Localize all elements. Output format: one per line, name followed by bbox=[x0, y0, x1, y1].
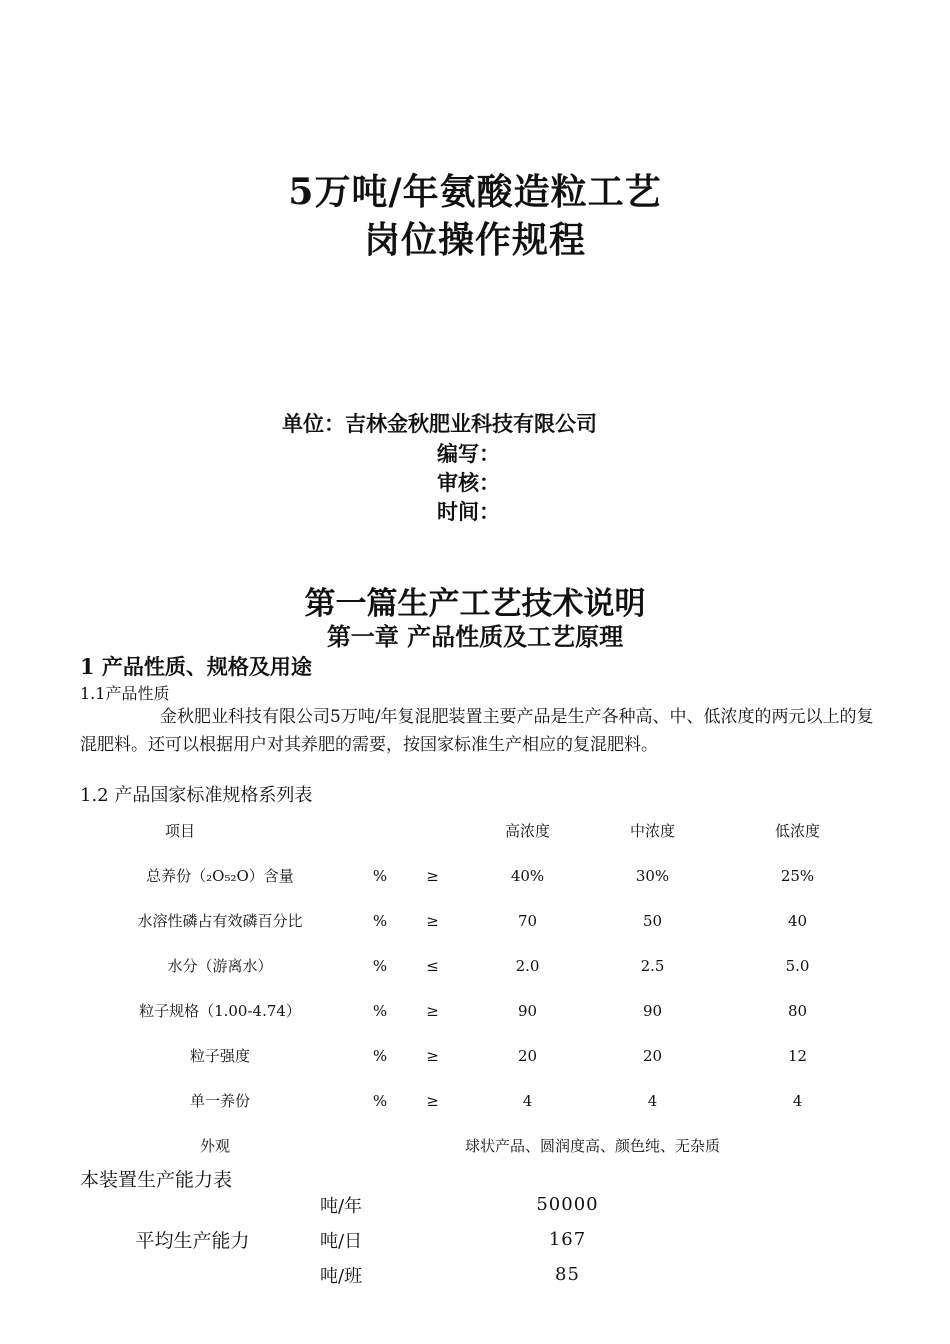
spec-row bbox=[80, 853, 880, 898]
spec-op: ≥ bbox=[426, 911, 439, 930]
spec-row bbox=[80, 1033, 880, 1078]
spec-low: 80 bbox=[787, 1001, 808, 1020]
spec-row bbox=[80, 898, 880, 943]
spec-high: 4 bbox=[522, 1091, 533, 1110]
spec-mid: 50 bbox=[642, 911, 663, 930]
header-low: 低浓度 bbox=[774, 822, 820, 840]
spec-high: 70 bbox=[517, 911, 538, 930]
reviewer-line: 审核： bbox=[437, 470, 500, 495]
spec-row bbox=[80, 943, 880, 988]
spec-unit: % bbox=[372, 1046, 388, 1065]
doc-title-line1: 5万吨/年氨酸造粒工艺 bbox=[288, 171, 662, 213]
spec-mid: 4 bbox=[647, 1091, 658, 1110]
spec-high: 20 bbox=[517, 1046, 538, 1065]
product-nature-paragraph: 金秋肥业科技有限公司5万吨/年复混肥装置主要产品是生产各种高、中、低浓度的两元以上的复混肥料。还可以根据用户对其养肥的需要，按国家标准生产相应的复混肥料。 bbox=[80, 707, 874, 755]
capacity-table-label: 本装置生产能力表 bbox=[80, 1169, 233, 1191]
spec-header-row bbox=[80, 808, 880, 853]
spec-low: 25% bbox=[780, 866, 815, 885]
spec-item: 粒子强度 bbox=[189, 1047, 250, 1065]
spec-unit: % bbox=[372, 1091, 388, 1110]
header-item: 项目 bbox=[164, 822, 195, 840]
spec-high: 90 bbox=[517, 1001, 538, 1020]
appearance-value: 球状产品、圆润度高、颜色纯、无杂质 bbox=[464, 1137, 720, 1155]
spec-item: 粒子规格（1.00-4.74） bbox=[139, 1002, 301, 1020]
spec-unit: % bbox=[372, 866, 388, 885]
date-line: 时间： bbox=[437, 499, 500, 524]
spec-row bbox=[80, 1078, 880, 1123]
section-heading: 1 产品性质、规格及用途 bbox=[80, 654, 312, 679]
spec-mid: 30% bbox=[635, 866, 670, 885]
capacity-row-label: 平均生产能力 bbox=[135, 1230, 250, 1252]
spec-low: 40 bbox=[787, 911, 808, 930]
spec-item: 水分（游离水） bbox=[167, 957, 273, 975]
header-high: 高浓度 bbox=[504, 822, 550, 840]
spec-unit: % bbox=[372, 1001, 388, 1020]
spec-op: ≥ bbox=[426, 1001, 439, 1020]
spec-op: ≥ bbox=[426, 1046, 439, 1065]
subsection-heading-1-2: 1.2 产品国家标准规格系列表 bbox=[80, 785, 313, 806]
spec-high: 40% bbox=[510, 866, 545, 885]
spec-low: 4 bbox=[792, 1091, 803, 1110]
header-mid: 中浓度 bbox=[629, 822, 675, 840]
capacity-unit: 吨/年 bbox=[320, 1195, 363, 1217]
doc-title-line2: 岗位操作规程 bbox=[363, 219, 586, 261]
spec-mid: 2.5 bbox=[640, 956, 665, 975]
spec-table bbox=[80, 808, 880, 1168]
spec-op: ≤ bbox=[426, 956, 439, 975]
spec-item: 单一养份 bbox=[189, 1092, 250, 1110]
appearance-label: 外观 bbox=[199, 1137, 230, 1155]
capacity-value: 50000 bbox=[536, 1194, 599, 1215]
capacity-value: 167 bbox=[548, 1229, 587, 1250]
header-unit bbox=[360, 808, 400, 853]
spec-op: ≥ bbox=[426, 866, 439, 885]
spec-low: 12 bbox=[787, 1046, 808, 1065]
spec-unit: % bbox=[372, 911, 388, 930]
part-title: 第一篇生产工艺技术说明 bbox=[304, 586, 646, 622]
author-line: 编写： bbox=[437, 441, 500, 466]
capacity-value: 85 bbox=[555, 1264, 580, 1285]
spec-item: 水溶性磷占有效磷百分比 bbox=[137, 912, 303, 930]
unit-line: 单位：吉林金秋肥业科技有限公司 bbox=[282, 411, 597, 436]
header-op bbox=[400, 808, 465, 853]
capacity-unit: 吨/班 bbox=[320, 1265, 363, 1287]
spec-op: ≥ bbox=[426, 1091, 439, 1110]
spec-item: 总养份（₂O₅₂O）含量 bbox=[146, 867, 294, 885]
spec-row bbox=[80, 988, 880, 1033]
capacity-table bbox=[80, 1187, 680, 1292]
capacity-row bbox=[80, 1187, 680, 1222]
spec-mid: 20 bbox=[642, 1046, 663, 1065]
capacity-unit: 吨/日 bbox=[320, 1230, 363, 1252]
spec-mid: 90 bbox=[642, 1001, 663, 1020]
chapter-title: 第一章 产品性质及工艺原理 bbox=[326, 622, 624, 651]
spec-unit: % bbox=[372, 956, 388, 975]
spec-high: 2.0 bbox=[515, 956, 540, 975]
spec-appearance-row bbox=[80, 1123, 880, 1168]
spec-low: 5.0 bbox=[785, 956, 810, 975]
subsection-heading-1-1: 1.1产品性质 bbox=[80, 684, 170, 703]
